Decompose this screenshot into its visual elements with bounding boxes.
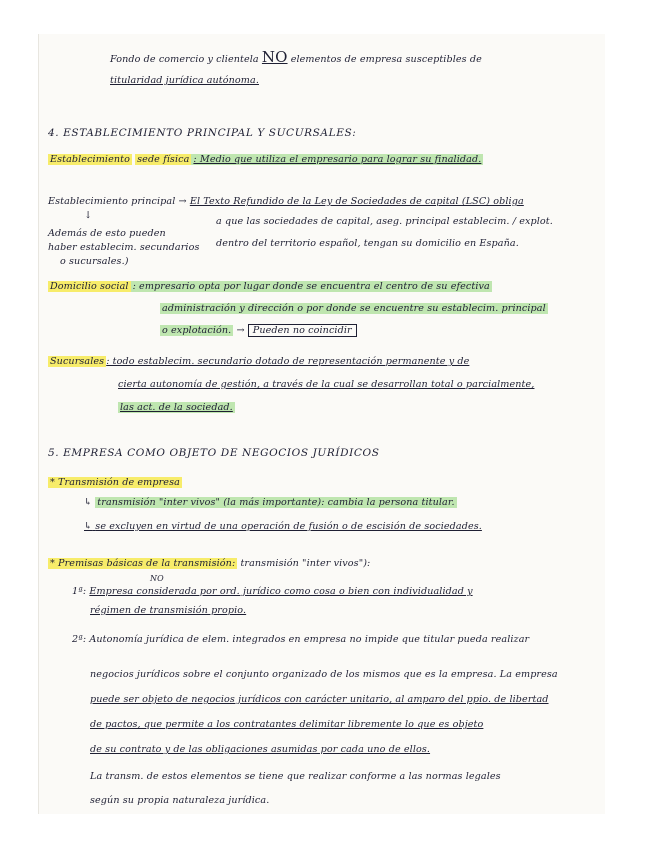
transmision-heading (48, 477, 182, 488)
return-arrow-icon: ↳ (84, 497, 93, 508)
intro-no-emphasis: NO (261, 48, 288, 66)
premisas-term: * Premisas básicas de la transmisión: (50, 558, 236, 569)
premisa-2-row-3: puede ser objeto de negocios jurídicos con carácter unitario, al amparo del ppio. de libertad (90, 694, 549, 705)
establecimiento-row (48, 154, 483, 165)
premisa-3-row-1: La transm. de estos elementos se tiene que realizar conforme a las normas legales (90, 771, 501, 782)
transmision-row-2 (84, 521, 482, 532)
sucursales-row-3 (118, 402, 235, 413)
domicilio-row-1 (48, 281, 492, 292)
domicilio-row-3 (160, 325, 357, 336)
principal-row-1 (48, 196, 524, 207)
domicilio-definition-3: o explotación. (162, 325, 232, 336)
return-arrow-icon: ↳ (84, 521, 93, 532)
premisa-2-text: Autonomía jurídica de elem. integrados en empresa no impide que titular pueda realizar (89, 634, 530, 645)
premisa-1-text: Empresa considerada por ord. jurídico como cosa o bien con individualidad y (89, 586, 473, 597)
principal-term: Establecimiento principal (48, 196, 176, 207)
sucursales-row-1 (48, 356, 469, 367)
premisa-2-row-1 (72, 634, 529, 645)
sucursales-row-2: cierta autonomía de gestión, a través de la cual se desarrollan total o parcialmente, (118, 379, 535, 390)
premisa-1-number: 1ª: (72, 586, 87, 597)
intro-text-b: elementos de empresa susceptibles de (290, 54, 482, 65)
intro-line-2: titularidad jurídica autónoma. (110, 75, 259, 86)
domicilio-row-2: administración y dirección o por donde se encuentre su establecim. principal (162, 303, 546, 314)
premisa-3-row-2: según su propia naturaleza jurídica. (90, 795, 270, 806)
principal-definition-1: El Texto Refundido de la Ley de Sociedades de capital (LSC) obliga (189, 196, 524, 207)
intro-text-a: Fondo de comercio y clientela (110, 54, 259, 65)
premisas-rest: transmisión "inter vivos"): (240, 558, 371, 569)
premisas-heading (48, 558, 370, 569)
pueden-no-coincidir-box: Pueden no coincidir (248, 324, 357, 337)
section-4-title: 4. ESTABLECIMIENTO PRINCIPAL Y SUCURSALES: (48, 127, 357, 139)
sucursales-definition-3: las act. de la sociedad. (120, 402, 233, 413)
premisa-1-row-2: régimen de transmisión propio. (90, 605, 247, 616)
establecimiento-term: Establecimiento (50, 154, 130, 165)
sede-fisica-term: sede física (137, 154, 190, 165)
establecimiento-definition: : Medio que utiliza el empresario para lograr su finalidad. (193, 154, 482, 165)
premisa-2-row-5: de su contrato y de las obligaciones asumidas por cada uno de ellos. (90, 744, 431, 755)
premisa-1-row-1 (72, 586, 473, 597)
right-arrow-icon: → (236, 325, 245, 336)
sucursales-definition-1: : todo establecim. secundario dotado de representación permanente y de (106, 356, 470, 367)
intro-line-1 (110, 48, 482, 66)
transmision-definition-1: transmisión "inter vivos" (la más importante): cambia la persona titular. (97, 497, 455, 508)
transmision-definition-2: se excluyen en virtud de una operación de fusión o de escisión de sociedades. (95, 521, 482, 532)
premisa-2-number: 2ª: (72, 634, 87, 645)
right-arrow-icon: → (178, 196, 187, 207)
principal-row-2: a que las sociedades de capital, aseg. principal establecim. / explot. (216, 216, 553, 227)
transmision-row-1 (84, 497, 457, 508)
premisa-2-row-2: negocios jurídicos sobre el conjunto organizado de los mismos que es la empresa. La empresa (90, 669, 558, 680)
premisa-2-row-4: de pactos, que permite a los contratantes delimitar libremente lo que es objeto (90, 719, 484, 730)
section-5-title: 5. EMPRESA COMO OBJETO DE NEGOCIOS JURÍDICOS (48, 447, 380, 459)
down-arrow-icon: ↓ (84, 210, 93, 221)
note-line-2: haber establecim. secundarios (48, 242, 200, 253)
transmision-term: * Transmisión de empresa (50, 477, 180, 488)
premisa-1-no: NO (150, 574, 164, 583)
sucursales-term: Sucursales (50, 356, 105, 367)
domicilio-definition-1: : empresario opta por lugar donde se encuentra el centro de su efectiva (132, 281, 490, 292)
domicilio-term: Domicilio social (50, 281, 129, 292)
note-line-1: Además de esto pueden (48, 228, 166, 239)
note-line-3: o sucursales.) (60, 256, 129, 267)
principal-row-3: dentro del territorio español, tengan su domicilio en España. (216, 238, 519, 249)
